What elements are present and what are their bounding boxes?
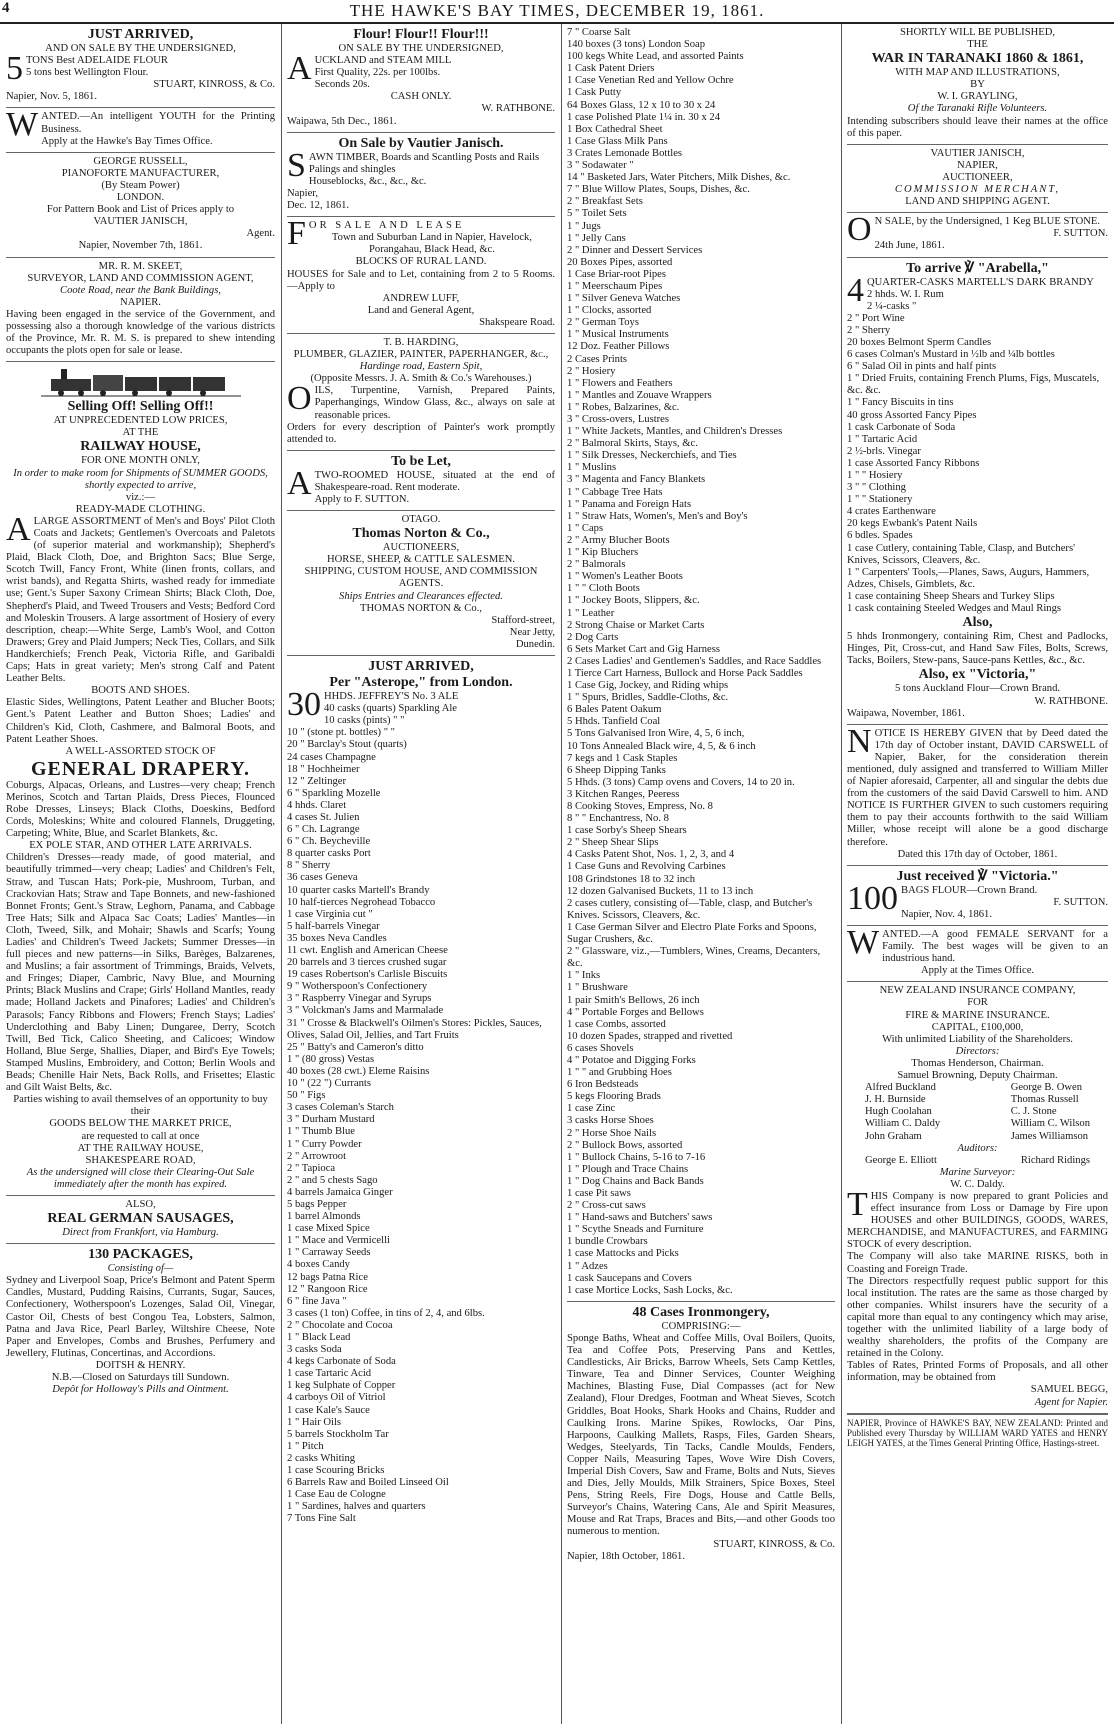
list-item: 25 " Batty's and Cameron's ditto [287,1041,424,1053]
list-item: 3 " " Clothing [847,482,906,494]
list-item: 2 " Chocolate and Cocoa [287,1319,393,1331]
list-item: 5 Hhds. Tanfield Coal [567,716,661,728]
ad-german-sausages: ALSO, REAL GERMAN SAUSAGES, Direct from Frankfort, via Hamburg. [6,1196,275,1244]
list-item: 64 Boxes Glass, 12 x 10 to 30 x 24 [567,99,716,111]
list-item: 6 bdles. Spades [847,530,913,542]
list-item: 36 cases Geneva [287,872,358,884]
list-item: 1 case containing Sheep Shears and Turkey Slips [847,590,1055,602]
ad-flour-rathbone: Flour! Flour!! Flour!!! ON SALE BY THE UNDERSIGNED, AUCKLAND and STEAM MILL First Quality, 22s. per 100lbs. Seconds 20s. CASH ONLY. W. RATHBONE. Waipawa, 5th Dec., 1861. [287,24,555,133]
list-item: 1 case Sorby's Sheep Shears [567,825,687,837]
list-item: 4 carboys Oil of Vitriol [287,1392,386,1404]
list-item: 1 " Plough and Trace Chains [567,1163,689,1175]
list-item: 1 " Dog Chains and Back Bands [567,1175,704,1187]
list-item: 1 " Carpenters' Tools,—Planes, Saws, Augurs, Hammers, Adzes, Chisels, Gimblets, &c. [847,566,1090,590]
list-item: 1 case Tartaric Acid [287,1368,372,1380]
list-item: 2 " Sherry [847,324,891,336]
list-item: 1 " Mace and Vermicelli [287,1235,390,1247]
list-item: 1 cask Saucepans and Covers [567,1272,692,1284]
list-item: 2 cases cutlery, consisting of—Table, clasp, and Butcher's Knives. Scissors, Cleavers, &c. [567,897,813,921]
list-item: 2 Cases Prints [567,353,628,365]
list-item: 40 casks (quarts) Sparkling Ale [324,703,457,715]
list-item: 1 pair Smith's Bellows, 26 inch [567,994,700,1006]
list-item: 20 barrels and 3 tierces crushed sugar [287,957,447,969]
list-item: 1 " Silk Dresses, Neckerchiefs, and Ties [567,450,737,462]
list-item: 1 " Musical Instruments [567,329,669,341]
list-item: 4 crates Earthenware [847,506,936,518]
list-item: 1 " " and Grubbing Hoes [567,1067,672,1079]
list-item: 3 " Cross-overs, Lustres [567,414,670,425]
list-item: 3 Kitchen Ranges, Peeress [567,788,680,800]
list-item: 1 " Women's Leather Boots [567,571,683,583]
list-item: 8 quarter casks Port [287,848,371,860]
list-item: 6 Sets Market Cart and Gig Harness [567,643,720,655]
list-item: 6 Sheep Dipping Tanks [567,764,666,776]
page-number: 4 [2,0,10,16]
list-item: 3 cases (1 ton) Coffee, in tins of 2, 4, and 6lbs. [287,1307,485,1319]
list-item: 3 casks Horse Shoes [567,1115,654,1127]
list-item: 4 Casks Patent Shot, Nos. 1, 2, 3, and 4 [567,849,735,861]
list-item: 12 bags Patna Rice [287,1271,368,1283]
list-item: 2 " Sheep Shear Slips [567,837,659,849]
list-item: 35 boxes Neva Candles [287,932,387,944]
list-item: 3 Crates Lemonade Bottles [567,147,683,159]
list-item: 10 " (22 ") Currants [287,1078,371,1090]
list-item: 1 keg Sulphate of Copper [287,1380,396,1392]
list-item: 1 " Black Lead [287,1332,351,1343]
list-item: 1 " Panama and Foreign Hats [567,498,692,510]
list-item: 1 " Hand-saws and Butchers' saws [567,1212,713,1224]
list-item: 18 " Hochheimer [287,763,360,775]
list-item: 1 " Tartaric Acid [847,433,918,445]
list-item: 2 " Breakfast Sets [567,196,643,208]
ad-sawn-timber: On Sale by Vautier Janisch. SAWN TIMBER, Boards and Scantling Posts and Rails Palings and shingles Houseblocks, &c., &c., &c. Napier, Dec. 12, 1861. [287,133,555,217]
list-item: 1 " Adzes [567,1260,608,1272]
list-item: 10 Tons Annealed Black wire, 4, 5, & 6 inch [567,740,756,752]
list-item: 1 " Leather [567,607,615,619]
list-item: 2 " Dinner and Dessert Services [567,244,703,256]
column-4 [841,24,1114,1724]
list-item: 1 " Cabbage Tree Hats [567,486,663,498]
list-item: 4 kegs Carbonate of Soda [287,1356,396,1368]
list-item: 4 cases St. Julien [287,811,360,823]
list-item: 1 " Brushware [567,982,628,994]
ad-war-in-taranaki: SHORTLY WILL BE PUBLISHED, THE WAR IN TARANAKI 1860 & 1861, WITH MAP AND ILLUSTRATIONS, BY W. I. GRAYLING, Of the Taranaki Rifle Volunteers. Intending subscribers should leave their names at the office of this paper. [847,24,1108,145]
list-item: 7 Tons Fine Salt [287,1513,356,1525]
list-item: 1 barrel Almonds [287,1211,361,1223]
list-item: 1 " Kip Bluchers [567,547,639,559]
list-item: 1 Case Eau de Cologne [287,1489,386,1501]
list-item: 1 " Meerschaum Pipes [567,280,663,292]
goods-list [847,289,1108,616]
ad-blue-stone: O N SALE, by the Undersigned, 1 Keg BLUE STONE. F. SUTTON. 24th June, 1861. [847,213,1108,257]
list-item: 10 quarter casks Martell's Brandy [287,884,430,896]
list-item: 2 ¼-casks " [867,300,917,312]
list-item: 9 " Wotherspoon's Confectionery [287,981,428,993]
list-item: 8 " " Enchantress, No. 8 [567,813,669,825]
list-item: 2 " and 5 chests Sago [287,1174,378,1186]
list-item: 1 " " Cloth Boots [567,583,640,595]
list-item: 3 " Raspberry Vinegar and Syrups [287,993,432,1005]
list-item: 1 " (80 gross) Vestas [287,1053,375,1065]
ad-flour-stuart: JUST ARRIVED, AND ON SALE BY THE UNDERSIGNED, 5 TONS Best ADELAIDE FLOUR 5 tons best Wellington Flour. STUART, KINROSS, & Co. Napier, Nov. 5, 1861. [6,24,275,108]
list-item: 1 " Muslins [567,462,617,474]
list-item: 40 boxes (28 cwt.) Eleme Raisins [287,1065,430,1077]
list-item: 6 cases Shovels [567,1042,634,1054]
ad-to-be-let: To be Let, ATWO-ROOMED HOUSE, situated at the end of Shakespeare-road. Rent moderate. Apply to F. SUTTON. [287,451,555,511]
list-item: 2 " Balmoral Skirts, Stays, &c. [567,438,698,450]
list-item: 1 case Mixed Spice [287,1223,370,1235]
list-item: 1 " Scythe Sneads and Furniture [567,1224,704,1236]
ad-victoria-flour: Just received ℣ "Victoria." 100 BAGS FLOUR—Crown Brand. F. SUTTON. Napier, Nov. 4, 1861. [847,866,1108,926]
list-item: 1 " Hair Oils [287,1416,342,1428]
ad-sale-and-lease: FOR SALE AND LEASE Town and Suburban Land in Napier, Havelock, Porangahau, Black Head, &c. BLOCKS OF RURAL LAND. HOUSES for Sale and to Let, containing from 2 to 5 Rooms.—Apply to ANDREW LUFF, Land and General Agent, Shakspeare Road. [287,217,555,334]
list-item: 5 kegs Flooring Brads [567,1091,661,1103]
list-item: 12 dozen Galvanised Buckets, 11 to 13 inch [567,885,754,897]
list-item: 100 kegs White Lead, and assorted Paints [567,51,744,63]
ad-railway-house: Selling Off! Selling Off!! AT UNPRECEDENTED LOW PRICES, AT THE RAILWAY HOUSE, FOR ONE MONTH ONLY, In order to make room for Shipments of SUMMER GOODS, shortly expected to arrive, viz.:— READY-MADE CLOTHING. ALARGE ASSORTMENT of Men's and Boys' Pilot Cloth Coats and Jackets; Gentlemen's Overcoats and Paletots (of superior material and workmanship); Shepherd's Plaid, Black Cloth, Doe, and Brighton Sacs; Blue Serge, Scotch Twill, Fancy Front, White (linen fronts, collars, and wrist bands), and Regatta Shirts, washed ready for immediate use; Gent.'s Super Saxony Crimean Shirts; Black Cloth, Doe, Shepherd's Plaid, and Tweed Trousers and Vests; Bedford Cord and Moleskin Trousers. A large assortment of Hosiery of every description, cheap:—White Serge, Lamb's Wool, and Cotton Drawers; Grey and Plaid Jumpers; Neck Ties, Collars, and Silk Handkerchiefs; French Peak, Victoria Rifle, and Garibaldi Caps; Hats in great variety; Men's strong Calf and Patent Leather Belts. BOOTS AND SHOES. Elastic Sides, Wellingtons, Patent Leather and Blucher Boots; Gent.'s Patent Leather and Button Shoes; Ladies' and Children's Kid, Cloth, Cashmere, and Balmoral Boots, and Patent Leather Shoes. A WELL-ASSORTED STOCK OF GENERAL DRAPERY. Coburgs, Alpacas, Orleans, and Lustres—very cheap; French Merinos, Scotch and Tartan Plaids, Dress Pieces, Flounced Robe Dresses, Linseys; Black Cloths, Doeskins, Bedford Cords, Moleskins; White and coloured Flannels, Druggeting, Carpeting; White, Blue, and Scarlet Blankets, &c. EX POLE STAR, AND OTHER LATE ARRIVALS. Children's Dresses—ready made, of good material, and beautifully trimmed—very cheap; Ladies' and Children's Felt, Straw, and Tuscan Hats; Pork-pie, Mushroom, Turban, and Crackovian Hats; Straw and Tape Bonnets, and new-fashioned Bonnet Fronts; Gent.'s Straw, Leghorn, Panama, and Cabbage Tree Hats; Silk and Alpaca Sac Coats; Ladies' Mantles—in Cloth, Tweed, Silk, and Mohair; Shawls and Scarfs; Young Ladies' and Children's Tweed Jackets; Summer Dresses—in full pieces and new patterns—in Silks, Barèges, Balzarenes, and Muslins; a fair assortment of Trimmings, Braids, Velvets, and Fringes; Diaper, Cambric, Navy Blue, and Mourning Prints; Black Muslins and Crape; Girls' Holland Mantles, ready made; Holland Jackets and Pinafores; Ladies' and Children's Parasols; Fancy Ribbons and Flowers; French Stays; Ladies' Underclothing and Baby Linen; Dungaree, Derry, Scotch Twill, Bed Tick, Calico Sheeting, and Calicoes; Window Holland, Blue Serge, Shallies, Diaper, and Bird's Eye Towels; Stamped Muslins, Embroidery, and Cotton; Berlin Wools and Beads; Chenille Hair Nets, Back Rolls, and Frisettes; Elastic and Gilt Waist Belts, &c. Parties wishing to avail themselves of an opportunity to buy their GOODS BELOW THE MARKET PRICE, are requested to call at once AT THE RAILWAY HOUSE, SHAKESPEARE ROAD, As the undersigned will close their Clearing-Out Sale immediately after the month has expired. [6,362,275,1196]
column-2 [281,24,561,1724]
list-item: 20 " Barclay's Stout (quarts) [287,739,407,751]
list-item: 6 " Ch. Lagrange [287,824,360,836]
ad-notice-carswell: NOTICE IS HEREBY GIVEN that by Deed dated the 17th day of October instant, DAVID CARSWELL of Napier, Baker, for the consideration therein mentioned, duly assigned and transferred to William Miller of Napier aforesaid, Carpenter, all and singular the debts due from the customers of the said David Carswell to him. AND NOTICE IS FURTHER GIVEN to such customers requiring them to pay their accounts forthwith to the said William Miller, whose receipt will alone be a good discharge therefore. Dated this 17th day of October, 1861. [847,725,1108,866]
ad-russell-pianoforte: GEORGE RUSSELL, PIANOFORTE MANUFACTURER, (By Steam Power) LONDON. For Pattern Book and List of Prices apply to VAUTIER JANISCH, Agent. Napier, November 7th, 1861. [6,153,275,258]
list-item: 1 " Pitch [287,1440,324,1452]
newspaper-title: THE HAWKE'S BAY TIMES, DECEMBER 19, 1861. [349,1,765,20]
list-item: 2 " Arrowroot [287,1150,347,1162]
list-item: 4 boxes Candy [287,1259,350,1271]
list-item: 1 case Zinc [567,1103,616,1115]
ad-wanted-servant: WANTED.—A good FEMALE SERVANT for a Family. The best wages will be given to an industrious hand. Apply at the Times Office. [847,926,1108,982]
list-item: 2 Cases Ladies' and Gentlemen's Saddles, and Race Saddles [567,655,822,667]
list-item: 6 Barrels Raw and Boiled Linseed Oil [287,1477,449,1489]
ad-goods-list-continued [567,24,835,1302]
list-item: 2 " Army Blucher Boots [567,534,670,546]
list-item: 1 " Carraway Seeds [287,1247,371,1259]
list-item: 6 " Sparkling Mozelle [287,787,381,799]
ad-asterope-goods: JUST ARRIVED, Per "Asterope," from London. 30 HHDS. JEFFREY'S No. 3 ALE 40 casks (quarts) Sparkling Ale 10 casks (pints) " " 10 " (stone pt. bottles) " " 20 " Barclay's Stout (quarts) 24 cases Champagne 18 " Hochheimer 12 " Zeltinger 6 " Sparkling Mozelle 4 hhds. Claret 4 cases St. Julien 6 " Ch. Lagrange 6 " Ch. Beycheville 8 quarter casks Port 8 " Sherry 36 cases Geneva 10 quarter casks Martell's Brandy 10 half-tierces Negrohead Tobacco 1 case Virginia cut " 5 half-barrels Vinegar 35 boxes Neva Candles 11 cwt. English and American Cheese 20 barrels and 3 tierces crushed sugar 19 cases Robertson's Carlisle Biscuits 9 " Wotherspoon's Confectionery 3 " Raspberry Vinegar and Syrups 3 " Volckman's Jams and Marmalade 31 " Crosse & Blackwell's Oilmen's Stores: Pickles, Sauces, Olives, Salad Oil, Jellies, and Tart Fruits 25 " Batty's and Cameron's ditto 1 " (80 gross) Vestas 40 boxes (28 cwt.) Eleme Raisins 10 " (22 ") Currants 50 " Figs 3 cases Coleman's Starch 3 " Durham Mustard 1 " Thumb Blue 1 " Curry Powder 2 " Arrowroot 2 " Tapioca 2 " and 5 chests Sago 4 barrels Jamaica Ginger 5 bags Pepper 1 barrel Almonds 1 case Mixed Spice 1 " Mace and Vermicelli 1 " Carraway Seeds 4 boxes Candy 12 bags Patna Rice 12 " Rangoon Rice 6 " fine Java " 3 cases (1 ton) Coffee, in tins of 2, 4, and 6lbs. 2 " Chocolate and Cocoa 1 " Black Lead 3 casks Soda 4 kegs Carbonate of Soda 1 case Tartaric Acid 1 keg Sulphate of Copper 4 carboys Oil of Vitriol 1 case Kale's Sauce 1 " Hair Oils 5 barrels Stockholm Tar 1 " Pitch 2 casks Whiting 1 case Scouring Bricks 6 Barrels Raw and Boiled Linseed Oil 1 Case Eau de Cologne 1 " Sardines, halves and quarters 7 Tons Fine Salt [287,656,555,1529]
list-item: 1 " Jugs [567,220,601,232]
ad-skeet-surveyor: MR. R. M. SKEET, SURVEYOR, LAND AND COMMISSION AGENT, Coote Road, near the Bank Buildings, NAPIER. Having been engaged in the service of the Government, and possessing also a thorough knowledge of the various districts of the Province, Mr. R. M. S. is prepared to shew intending occupants the plots open for sale or lease. [6,258,275,363]
list-item: 24 cases Champagne [287,751,376,763]
goods-list [567,27,835,1297]
list-item: 2 ½-brls. Vinegar [847,445,921,457]
list-item: 1 " Straw Hats, Women's, Men's and Boy's [567,510,748,522]
list-item: 1 " Jockey Boots, Slippers, &c. [567,595,700,607]
list-item: 10 casks (pints) " " [324,715,405,727]
list-item: 1 " Spurs, Bridles, Saddle-Cloths, &c. [567,692,729,704]
list-item: 6 " fine Java " [287,1295,347,1307]
list-item: 1 " Curry Powder [287,1138,362,1150]
list-item: 1 " Inks [567,970,601,982]
list-item: 1 " Mantles and Zouave Wrappers [567,389,712,401]
goods-list [287,703,555,1525]
list-item: 1 case Mattocks and Picks [567,1248,679,1260]
list-item: 19 cases Robertson's Carlisle Biscuits [287,969,448,981]
list-item: 1 Cask Putty [567,87,622,99]
list-item: 2 " Bullock Bows, assorted [567,1139,683,1151]
list-item: 1 case Mortice Locks, Sash Locks, &c. [567,1284,733,1296]
masthead [0,0,1114,24]
list-item: 1 cask Carbonate of Soda [847,421,956,433]
ad-harding-plumber: T. B. HARDING, PLUMBER, GLAZIER, PAINTER, PAPERHANGER, &c., Hardinge road, Eastern Spit, (Opposite Messrs. J. A. Smith & Co.'s Warehouses.) OILS, Turpentine, Varnish, Prepared Paints, Paperhangings, Window Glass, &c., always on sale at reasonable prices. Orders for every description of Painter's work promptly attended to. [287,334,555,451]
list-item: 2 " Tapioca [287,1162,336,1174]
list-item: 5 bags Pepper [287,1198,347,1210]
list-item: 1 " Robes, Balzarines, &c. [567,401,680,413]
list-item: 2 " Cross-cut saws [567,1200,646,1212]
list-item: 1 " Dried Fruits, containing French Plums, Figs, Muscatels, &c. &c. [847,373,1100,397]
list-item: 1 bundle Crowbars [567,1236,648,1248]
list-item: 8 " Sherry [287,860,331,872]
list-item: 10 half-tierces Negrohead Tobacco [287,896,436,908]
list-item: 108 Grindstones 18 to 32 inch [567,873,695,885]
list-item: 20 boxes Belmont Sperm Candles [847,336,992,348]
list-item: 7 " Coarse Salt [567,27,631,38]
list-item: 1 case Combs, assorted [567,1018,666,1030]
list-item: 20 Boxes Pipes, assorted [567,256,673,268]
list-item: 1 " Flowers and Feathers [567,377,673,389]
list-item: 3 " Durham Mustard [287,1114,375,1126]
list-item: 1 Case Gig, Jockey, and Riding whips [567,680,729,692]
list-item: 3 " Magenta and Fancy Blankets [567,474,706,486]
list-item: 5 Tons Galvanised Iron Wire, 4, 5, 6 inch, [567,728,745,740]
list-item: 2 Strong Chaise or Market Carts [567,619,705,631]
train-illustration-icon [41,367,241,397]
ad-130-packages: 130 PACKAGES, Consisting of— Sydney and Liverpool Soap, Price's Belmont and Patent Sperm Candles, Mustard, Pudding Raisins, Currants, Sugar, Sauces, Confectionery, Wotherspoon's Lozenges, Salad Oil, Vinegar, Castor Oil, Chests of best Congou Tea, Lobsters, Salmon, Patna and Java Rice, Pearl Barley, Wiltshire Cheese, Note Paper and Envelopes, Combs and Brushes, Perfumery and Jewellery, Flutinas, Concertinas, and Accordions. DOITSH & HENRY. N.B.—Closed on Saturdays till Sundown. Depôt for Holloway's Pills and Ointment. [6,1247,275,1396]
list-item: 3 casks Soda [287,1344,342,1356]
list-item: 1 " Thumb Blue [287,1126,355,1138]
list-item: 1 case Cutlery, containing Table, Clasp, and Butchers' Knives, Scissors, Cleavers, &c. [847,542,1075,566]
list-item: 1 Tierce Cart Harness, Bullock and Horse Pack Saddles [567,667,803,679]
list-item: 2 " Balmorals [567,559,626,571]
list-item: 5 half-barrels Vinegar [287,920,380,932]
list-item: 12 Doz. Feather Pillows [567,341,670,353]
list-item: 2 casks Whiting [287,1452,356,1464]
column-1 [0,24,281,1724]
list-item: 10 dozen Spades, strapped and rivetted [567,1030,733,1042]
list-item: 12 " Zeltinger [287,775,347,787]
list-item: 7 " Blue Willow Plates, Soups, Dishes, &c. [567,184,750,196]
list-item: 2 " Glassware, viz.,—Tumblers, Wines, Creams, Decanters, &c. [567,946,821,970]
list-item: 12 " Rangoon Rice [287,1283,368,1295]
list-item: 5 barrels Stockholm Tar [287,1428,389,1440]
list-item: 4 " Potatoe and Digging Forks [567,1054,696,1066]
list-item: 4 " Portable Forges and Bellows [567,1006,704,1018]
list-item: 2 " Horse Shoe Nails [567,1127,657,1139]
ad-wanted-youth: WANTED.—An intelligent YOUTH for the Printing Business. Apply at the Hawke's Bay Times Office. [6,108,275,152]
list-item: 1 case Kale's Sauce [287,1404,370,1416]
list-item: 11 cwt. English and American Cheese [287,945,448,956]
list-item: 3 " Sodawater " [567,160,634,172]
list-item: 6 cases Colman's Mustard in ½lb and ¼lb bottles [847,349,1055,361]
column-3 [561,24,841,1724]
list-item: 40 gross Assorted Fancy Pipes [847,409,977,421]
list-item: 2 " Port Wine [847,312,905,324]
list-item: 1 " Sardines, halves and quarters [287,1501,426,1513]
list-item: 1 " Jelly Cans [567,232,626,244]
list-item: 1 Case Briar-root Pipes [567,268,666,280]
list-item: 6 Bales Patent Oakum [567,704,662,716]
list-item: 1 " Silver Geneva Watches [567,293,681,305]
ad-ironmongery: 48 Cases Ironmongery, COMPRISING:— Sponge Baths, Wheat and Coffee Mills, Oval Boilers, Quoits, Tea and Coffee Pots, Preserving Pans and Kettles, Candlesticks, Air Bricks, Barrow Wheels, Sets Camp Kettles, Tinware, Tea and Dinner Services, Counter Weighing Machines, Blasting Fuse, Dial Compasses (act for New Zealand), Flour Dredges, Footman and Wheat Sieves, Scotch Griddles, Boat Hooks, Shark Hooks and Chains, Rudder and Caulking Irons. Marine Spikes, Rowlocks, Oar Pins, Harpoons, Caulking Mallets, Rasps, Files, Garden Shears, Wedges, Steelyards, Tin Tacks, Candle Moulds, Fenders, Copper Nails, Measuring Tapes, Wove Wire Dish Covers, Imperial Dish Covers, Saw and Frame, Bolts and Nuts, Sieves and Dies, Jelly Moulds, Milk Strainers, Spice Boxes, Steel Pens, String Reels, Fire Dogs, House and Cattle Bells, Surveyor's Chains, Watering Cans, Ale and Spirit Measures, Mouse and Rat Traps, Braces and Bits,—and other Goods too numerous to mention. STUART, KINROSS, & Co. Napier, 18th October, 1861. [567,1304,835,1562]
list-item: 4 barrels Jamaica Ginger [287,1186,393,1198]
list-item: 5 Hhds. (3 tons) Camp ovens and Covers, 14 to 20 in. [567,776,795,788]
list-item: 2 hhds. W. I. Rum [867,288,944,300]
list-item: 1 Case Guns and Revolving Carbines [567,861,726,873]
list-item: 31 " Crosse & Blackwell's Oilmen's Stores: Pickles, Sauces, Olives, Salad Oil, Jellies, and Tart Fruits [287,1017,542,1041]
list-item: 6 " Ch. Beycheville [287,836,371,848]
ad-arabella: To arrive ℣ "Arabella," 4 QUARTER-CASKS MARTELL'S DARK BRANDY 2 hhds. W. I. Rum 2 ¼-casks " 2 " Port Wine 2 " Sherry 20 boxes Belmont Sperm Candles 6 cases Colman's Mustard in ½lb and ¼lb bottles 6 " Salad Oil in pints and half pints 1 " Dried Fruits, containing French Plums, Figs, Muscatels, &c. &c. 1 " Fancy Biscuits in tins 40 gross Assorted Fancy Pipes 1 cask Carbonate of Soda 1 " Tartaric Acid 2 ½-brls. Vinegar 1 case Assorted Fancy Ribbons 1 " " Hosiery 3 " " Clothing 1 " " Stationery 4 crates Earthenware 20 kegs Ewbank's Patent Nails 6 bdles. Spades 1 case Cutlery, containing Table, Clasp, and Butchers' Knives, Scissors, Cleavers, &c. 1 " Carpenters' Tools,—Planes, Saws, Augurs, Hammers, Adzes, Chisels, Gimblets, &c. 1 case containing Sheep Shears and Turkey Slips 1 cask containing Steeled Wedges and Maul Rings Also, 5 hhds Ironmongery, containing Rim, Chest and Padlocks, Hinges, Pit, Cross-cut, and Hand Saw Files, Bolts, Screws, Tacks, Boilers, Stew-pans, Sauce-pans Kettles, &c., &c. Also, ex "Victoria," 5 tons Auckland Flour—Crown Brand. W. RATHBONE. Waipawa, November, 1861. [847,258,1108,725]
list-item: 14 " Basketed Jars, Water Pitchers, Milk Dishes, &c. [567,172,791,184]
list-item: 5 " Toilet Sets [567,208,627,220]
list-item: 1 case Pit saws [567,1188,631,1199]
list-item: 2 " German Toys [567,317,639,329]
list-item: 4 hhds. Claret [287,799,347,811]
list-item: 1 " " Stationery [847,494,913,506]
list-item: 50 " Figs [287,1090,326,1102]
list-item: 3 cases Coleman's Starch [287,1102,394,1114]
list-item: 1 case Virginia cut " [287,908,373,920]
list-item: 2 Dog Carts [567,631,619,643]
list-item: 1 Case Venetian Red and Yellow Ochre [567,75,734,87]
ad-nz-insurance: NEW ZEALAND INSURANCE COMPANY, FOR FIRE & MARINE INSURANCE. CAPITAL, £100,000, With unlimited Liability of the Shareholders. Directors: Thomas Henderson, Chairman. Samuel Browning, Deputy Chairman. Alfred Buckland J. H. Burnside Hugh Coolahan William C. Daldy John Graham George B. Owen Thomas Russell C. J. Stone William C. Wilson James Williamson Auditors: George E. Elliott Richard Ridings Marine Surveyor: W. C. Daldy. THIS Company is now prepared to grant Policies and effect insurance from Loss or Damage by Fire upon HOUSES and other BUILDINGS, GOODS, WARES, MERCHANDISE, and MANUFACTURES, and FARMING STOCK of every description. The Company will also take MARINE RISKS, both in Coasting and Foreign Trade. The Directors respectfully request public support for this local institution. The rates are the same as those charged by other companies. Whilst insurers have the security of a capital more than equal to any contingency which may arise, together with the unlimited liability of a large body of wealthy shareholders, the profits of the Company are retained in the Colony. Tables of Rates, Printed Forms of Proposals, and all other information, may be obtained from SAMUEL BEGG, Agent for Napier. [847,982,1108,1413]
list-item: 1 Box Cathedral Sheet [567,123,663,135]
list-item: 6 Iron Bedsteads [567,1079,639,1091]
list-item: 10 " (stone pt. bottles) " " [287,727,396,739]
list-item: 1 Case German Silver and Electro Plate Forks and Spoons, Sugar Crushers, &c. [567,921,817,946]
list-item: 6 " Salad Oil in pints and half pints [847,361,997,373]
list-item: 1 " White Jackets, Mantles, and Children's Dresses [567,426,783,438]
list-item: 1 " " Hosiery [847,470,903,481]
ad-thomas-norton: OTAGO. Thomas Norton & Co., AUCTIONEERS, HORSE, SHEEP, & CATTLE SALESMEN. SHIPPING, CUSTOM HOUSE, AND COMMISSION AGENTS. Ships Entries and Clearances effected. THOMAS NORTON & Co., Stafford-street, Near Jetty, Dunedin. [287,511,555,656]
list-item: 8 Cooking Stoves, Empress, No. 8 [567,801,713,812]
list-item: 1 case Assorted Fancy Ribbons [847,457,980,469]
list-item: 1 " Bullock Chains, 5-16 to 7-16 [567,1151,706,1163]
list-item: 1 " Fancy Biscuits in tins [847,397,954,409]
list-item: 3 " Volckman's Jams and Marmalade [287,1005,444,1017]
list-item: 1 case Polished Plate 1¼ in. 30 x 24 [567,111,721,123]
ad-vautier-janisch: VAUTIER JANISCH, NAPIER, AUCTIONEER, COMMISSION MERCHANT, LAND AND SHIPPING AGENT. [847,145,1108,213]
list-item: 2 " Hosiery [567,365,616,377]
list-item: 1 Cask Patent Driers [567,63,655,75]
list-item: 1 " Clocks, assorted [567,305,652,317]
list-item: 1 Case Glass Milk Pans [567,135,668,147]
list-item: 140 boxes (3 tons) London Soap [567,39,706,51]
imprint: NAPIER, Province of HAWKE'S BAY, NEW ZEALAND: Printed and Published every Thursday by WILLIAM WARD YATES and HENRY LEIGH YATES, at the Times General Printing Office, Hastings-street. [847,1414,1108,1452]
list-item: 1 cask containing Steeled Wedges and Maul Rings [847,603,1062,615]
list-item: 1 " Caps [567,522,604,534]
list-item: 7 kegs and 1 Cask Staples [567,752,678,764]
list-item: 1 case Scouring Bricks [287,1465,385,1477]
list-item: 20 kegs Ewbank's Patent Nails [847,518,978,530]
